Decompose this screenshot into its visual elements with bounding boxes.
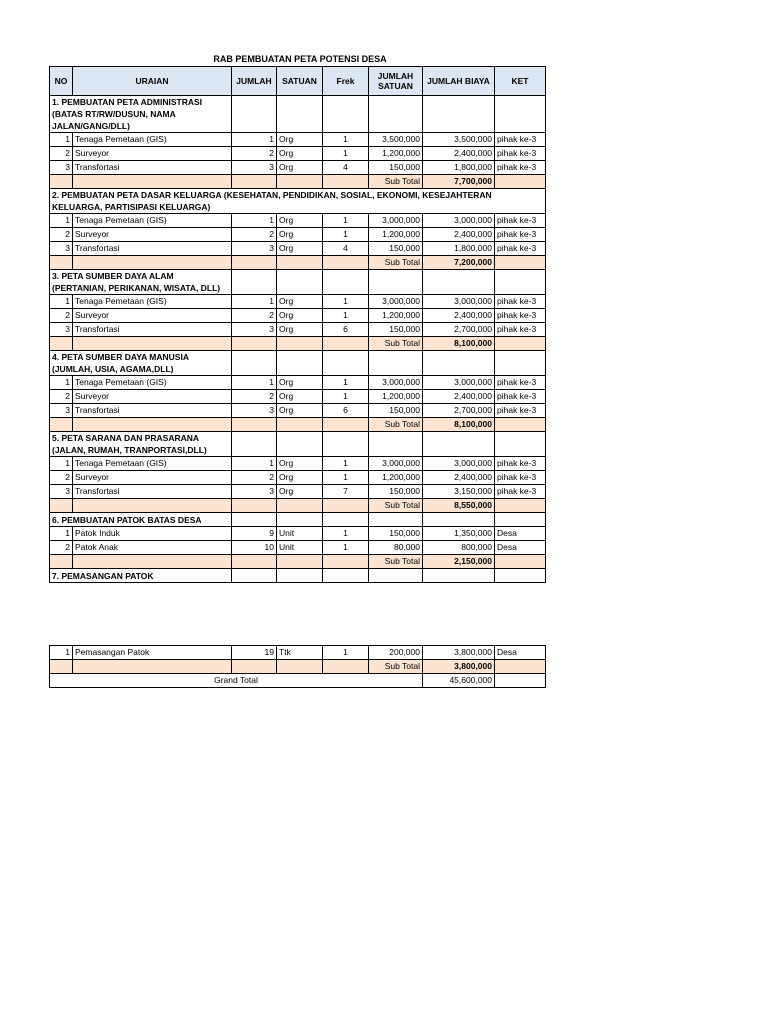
subtotal-empty-cell: [495, 555, 546, 569]
section-empty-cell: [423, 351, 495, 376]
cell-jumlah-biaya: 3,800,000: [423, 646, 495, 660]
cell-ket: pihak ke-3: [495, 485, 546, 499]
subtotal-empty-cell: [323, 660, 369, 674]
section-title-row: [50, 432, 546, 457]
subtotal-row: [50, 499, 546, 513]
cell-satuan: Org: [277, 471, 323, 485]
cell-jumlah: 3: [232, 242, 277, 256]
subtotal-row: [50, 175, 546, 189]
cell-no: 2: [50, 309, 73, 323]
section-empty-cell: [323, 513, 369, 527]
cell-jumlah-biaya: 3,500,000: [423, 133, 495, 147]
cell-no: 1: [50, 133, 73, 147]
cell-ket: pihak ke-3: [495, 376, 546, 390]
cell-no: 3: [50, 485, 73, 499]
cell-satuan: Org: [277, 457, 323, 471]
subtotal-row: [50, 660, 546, 674]
subtotal-empty-cell: [232, 418, 277, 432]
cell-jumlah-satuan: 1,200,000: [369, 390, 423, 404]
cell-frek: 1: [323, 295, 369, 309]
cell-no: 3: [50, 323, 73, 337]
subtotal-empty-cell: [495, 337, 546, 351]
subtotal-value: 8,100,000: [423, 418, 495, 432]
cell-satuan: Org: [277, 309, 323, 323]
grand-total-value: 45,600,000: [423, 674, 495, 688]
section-empty-cell: [232, 96, 277, 133]
cell-satuan: Unit: [277, 541, 323, 555]
section-empty-cell: [277, 513, 323, 527]
section-title-row: [50, 189, 546, 214]
grand-total-row: [50, 674, 546, 688]
header-frek: Frek: [323, 67, 369, 96]
cell-uraian: Patok Induk: [73, 527, 232, 541]
subtotal-label: Sub Total: [369, 555, 423, 569]
cell-uraian: Tenaga Pemetaan (GIS): [73, 457, 232, 471]
section-empty-cell: [232, 513, 277, 527]
cell-frek: 1: [323, 133, 369, 147]
section-empty-cell: [495, 513, 546, 527]
subtotal-row: [50, 418, 546, 432]
cell-jumlah-satuan: 80,000: [369, 541, 423, 555]
table-row: [50, 214, 546, 228]
cell-satuan: Org: [277, 404, 323, 418]
cell-jumlah: 3: [232, 323, 277, 337]
cell-jumlah-satuan: 3,000,000: [369, 457, 423, 471]
cell-uraian: Surveyor: [73, 228, 232, 242]
section-title: 2. PEMBUATAN PETA DASAR KELUARGA (KESEHATAN, PENDIDIKAN, SOSIAL, EKONOMI, KESEJAHTERAN KELUARGA, PARTISIPASI KELUARGA): [50, 189, 546, 214]
subtotal-empty-cell: [50, 337, 73, 351]
section-title-row: [50, 96, 546, 133]
subtotal-empty-cell: [277, 418, 323, 432]
subtotal-empty-cell: [232, 337, 277, 351]
subtotal-label: Sub Total: [369, 499, 423, 513]
cell-jumlah-satuan: 150,000: [369, 404, 423, 418]
cell-jumlah-biaya: 2,400,000: [423, 309, 495, 323]
cell-ket: pihak ke-3: [495, 295, 546, 309]
section-empty-cell: [323, 96, 369, 133]
subtotal-empty-cell: [323, 555, 369, 569]
subtotal-empty-cell: [277, 337, 323, 351]
table-row: [50, 133, 546, 147]
section-empty-cell: [277, 96, 323, 133]
cell-jumlah: 1: [232, 295, 277, 309]
cell-jumlah: 3: [232, 404, 277, 418]
cell-ket: Desa: [495, 527, 546, 541]
cell-jumlah: 2: [232, 390, 277, 404]
cell-ket: pihak ke-3: [495, 133, 546, 147]
table-row: [50, 457, 546, 471]
cell-no: 1: [50, 457, 73, 471]
cell-jumlah-biaya: 1,350,000: [423, 527, 495, 541]
subtotal-value: 7,200,000: [423, 256, 495, 270]
table-row: [50, 390, 546, 404]
document-title: RAB PEMBUATAN PETA POTENSI DESA: [213, 54, 387, 64]
cell-jumlah-biaya: 1,800,000: [423, 161, 495, 175]
cell-no: 1: [50, 527, 73, 541]
cell-uraian: Transfortasi: [73, 161, 232, 175]
section-empty-cell: [369, 96, 423, 133]
subtotal-empty-cell: [73, 337, 232, 351]
cell-satuan: Org: [277, 147, 323, 161]
cell-jumlah: 1: [232, 376, 277, 390]
table-row: [50, 646, 546, 660]
cell-satuan: Org: [277, 133, 323, 147]
cell-no: 3: [50, 161, 73, 175]
cell-uraian: Transfortasi: [73, 323, 232, 337]
section-empty-cell: [277, 432, 323, 457]
cell-frek: 1: [323, 527, 369, 541]
subtotal-label: Sub Total: [369, 418, 423, 432]
cell-satuan: Org: [277, 242, 323, 256]
subtotal-empty-cell: [495, 660, 546, 674]
cell-no: 1: [50, 295, 73, 309]
subtotal-empty-cell: [277, 256, 323, 270]
cell-jumlah: 2: [232, 309, 277, 323]
section-title-row: [50, 513, 546, 527]
section-empty-cell: [277, 270, 323, 295]
cell-ket: pihak ke-3: [495, 471, 546, 485]
cell-uraian: Transfortasi: [73, 404, 232, 418]
cell-jumlah: 10: [232, 541, 277, 555]
cell-no: 1: [50, 214, 73, 228]
table-row: [50, 323, 546, 337]
cell-ket: pihak ke-3: [495, 404, 546, 418]
section-empty-cell: [232, 270, 277, 295]
cell-jumlah-biaya: 3,150,000: [423, 485, 495, 499]
section-empty-cell: [423, 270, 495, 295]
cell-jumlah-biaya: 2,700,000: [423, 404, 495, 418]
cell-uraian: Surveyor: [73, 309, 232, 323]
subtotal-value: 8,550,000: [423, 499, 495, 513]
header-jumlah-satuan: JUMLAH SATUAN: [369, 67, 423, 96]
cell-jumlah-satuan: 1,200,000: [369, 309, 423, 323]
subtotal-empty-cell: [73, 660, 232, 674]
header-jumlah-biaya: JUMLAH BIAYA: [423, 67, 495, 96]
subtotal-empty-cell: [277, 555, 323, 569]
cell-no: 2: [50, 147, 73, 161]
header-ket: KET: [495, 67, 546, 96]
cell-satuan: Org: [277, 214, 323, 228]
cell-ket: pihak ke-3: [495, 323, 546, 337]
cell-satuan: Org: [277, 295, 323, 309]
cell-jumlah-satuan: 3,000,000: [369, 376, 423, 390]
cell-uraian: Tenaga Pemetaan (GIS): [73, 376, 232, 390]
section-empty-cell: [495, 270, 546, 295]
section-title: 4. PETA SUMBER DAYA MANUSIA (JUMLAH, USIA, AGAMA,DLL): [50, 351, 232, 376]
table-body: [50, 96, 546, 583]
subtotal-value: 2,150,000: [423, 555, 495, 569]
cell-satuan: Org: [277, 390, 323, 404]
cell-jumlah-satuan: 3,000,000: [369, 295, 423, 309]
subtotal-empty-cell: [323, 256, 369, 270]
subtotal-empty-cell: [232, 256, 277, 270]
cell-ket: Desa: [495, 646, 546, 660]
rab-table: [49, 66, 546, 583]
cell-ket: pihak ke-3: [495, 242, 546, 256]
cell-uraian: Tenaga Pemetaan (GIS): [73, 214, 232, 228]
cell-frek: 1: [323, 390, 369, 404]
table-row: [50, 485, 546, 499]
cell-frek: 1: [323, 646, 369, 660]
table-row: [50, 161, 546, 175]
cell-jumlah-biaya: 3,000,000: [423, 295, 495, 309]
cell-jumlah-satuan: 1,200,000: [369, 471, 423, 485]
section-empty-cell: [423, 513, 495, 527]
cell-satuan: Ttk: [277, 646, 323, 660]
cell-frek: 1: [323, 471, 369, 485]
section-title: 1. PEMBUATAN PETA ADMINISTRASI (BATAS RT/RW/DUSUN, NAMA JALAN/GANG/DLL): [50, 96, 232, 133]
subtotal-empty-cell: [73, 499, 232, 513]
cell-uraian: Surveyor: [73, 471, 232, 485]
cell-uraian: Transfortasi: [73, 242, 232, 256]
subtotal-label: Sub Total: [369, 175, 423, 189]
table-row: [50, 242, 546, 256]
cell-jumlah: 1: [232, 214, 277, 228]
cell-ket: Desa: [495, 541, 546, 555]
cell-jumlah-biaya: 3,000,000: [423, 457, 495, 471]
cell-no: 2: [50, 390, 73, 404]
subtotal-label: Sub Total: [369, 256, 423, 270]
cell-satuan: Org: [277, 485, 323, 499]
cell-jumlah-biaya: 2,400,000: [423, 147, 495, 161]
section-empty-cell: [495, 96, 546, 133]
cell-frek: 1: [323, 309, 369, 323]
subtotal-label: Sub Total: [369, 660, 423, 674]
subtotal-empty-cell: [277, 499, 323, 513]
cell-jumlah-biaya: 800,000: [423, 541, 495, 555]
table-row: [50, 147, 546, 161]
cell-no: 3: [50, 404, 73, 418]
grand-total-label: Grand Total: [50, 674, 423, 688]
cell-jumlah-biaya: 2,400,000: [423, 390, 495, 404]
subtotal-empty-cell: [73, 256, 232, 270]
section-empty-cell: [369, 270, 423, 295]
section-title-row: [50, 270, 546, 295]
subtotal-empty-cell: [495, 499, 546, 513]
subtotal-empty-cell: [232, 555, 277, 569]
subtotal-empty-cell: [323, 418, 369, 432]
cell-frek: 4: [323, 242, 369, 256]
cell-jumlah: 9: [232, 527, 277, 541]
subtotal-empty-cell: [50, 256, 73, 270]
section-title: 7. PEMASANGAN PATOK: [50, 569, 232, 583]
cell-frek: 1: [323, 214, 369, 228]
section-empty-cell: [232, 432, 277, 457]
cell-jumlah: 2: [232, 228, 277, 242]
cell-jumlah-satuan: 150,000: [369, 161, 423, 175]
cell-jumlah-satuan: 200,000: [369, 646, 423, 660]
subtotal-row: [50, 555, 546, 569]
subtotal-empty-cell: [50, 499, 73, 513]
cell-uraian: Transfortasi: [73, 485, 232, 499]
header-no: NO: [50, 67, 73, 96]
cell-uraian: Patok Anak: [73, 541, 232, 555]
section-empty-cell: [495, 432, 546, 457]
cell-no: 2: [50, 541, 73, 555]
cell-jumlah-satuan: 150,000: [369, 527, 423, 541]
subtotal-empty-cell: [50, 418, 73, 432]
cell-jumlah: 19: [232, 646, 277, 660]
table-row: [50, 471, 546, 485]
subtotal-value: 7,700,000: [423, 175, 495, 189]
cell-jumlah-biaya: 2,700,000: [423, 323, 495, 337]
cell-satuan: Unit: [277, 527, 323, 541]
subtotal-empty-cell: [73, 418, 232, 432]
section-empty-cell: [232, 351, 277, 376]
section-empty-cell: [323, 351, 369, 376]
cell-no: 3: [50, 242, 73, 256]
table-row: [50, 527, 546, 541]
header-satuan: SATUAN: [277, 67, 323, 96]
cell-jumlah: 3: [232, 485, 277, 499]
section-empty-cell: [369, 351, 423, 376]
cell-ket: pihak ke-3: [495, 457, 546, 471]
cell-ket: pihak ke-3: [495, 390, 546, 404]
section-empty-cell: [423, 432, 495, 457]
header-uraian: URAIAN: [73, 67, 232, 96]
cell-no: 1: [50, 646, 73, 660]
subtotal-empty-cell: [50, 555, 73, 569]
cell-uraian: Surveyor: [73, 390, 232, 404]
cell-uraian: Surveyor: [73, 147, 232, 161]
table-row: [50, 228, 546, 242]
cell-frek: 1: [323, 147, 369, 161]
cell-jumlah-biaya: 3,000,000: [423, 214, 495, 228]
cell-jumlah-satuan: 150,000: [369, 242, 423, 256]
table-header-row: [50, 67, 546, 96]
section-empty-cell: [323, 270, 369, 295]
header-jumlah: JUMLAH: [232, 67, 277, 96]
section-title: 6. PEMBUATAN PATOK BATAS DESA: [50, 513, 232, 527]
cell-satuan: Org: [277, 323, 323, 337]
subtotal-empty-cell: [323, 337, 369, 351]
section-empty-cell: [323, 569, 369, 583]
cell-satuan: Org: [277, 376, 323, 390]
subtotal-empty-cell: [495, 256, 546, 270]
cell-jumlah-biaya: 3,000,000: [423, 376, 495, 390]
subtotal-empty-cell: [50, 175, 73, 189]
cell-ket: pihak ke-3: [495, 228, 546, 242]
cell-uraian: Tenaga Pemetaan (GIS): [73, 133, 232, 147]
rab-table-continued: [49, 645, 546, 688]
cell-jumlah-satuan: 3,000,000: [369, 214, 423, 228]
cell-satuan: Org: [277, 161, 323, 175]
cell-jumlah-satuan: 3,500,000: [369, 133, 423, 147]
table-row: [50, 376, 546, 390]
cell-uraian: Pemasangan Patok: [73, 646, 232, 660]
subtotal-empty-cell: [277, 175, 323, 189]
section-title-row: [50, 351, 546, 376]
subtotal-empty-cell: [232, 175, 277, 189]
cell-ket: pihak ke-3: [495, 147, 546, 161]
table-row: [50, 295, 546, 309]
cell-frek: 7: [323, 485, 369, 499]
cell-jumlah-satuan: 1,200,000: [369, 147, 423, 161]
section-empty-cell: [369, 432, 423, 457]
cell-jumlah: 3: [232, 161, 277, 175]
cell-frek: 1: [323, 541, 369, 555]
cell-frek: 6: [323, 404, 369, 418]
subtotal-empty-cell: [73, 175, 232, 189]
cell-no: 2: [50, 228, 73, 242]
subtotal-empty-cell: [495, 418, 546, 432]
section-title: 5. PETA SARANA DAN PRASARANA (JALAN, RUMAH, TRANPORTASI,DLL): [50, 432, 232, 457]
cell-ket: pihak ke-3: [495, 309, 546, 323]
table-body-continued: [50, 646, 546, 688]
cell-jumlah-biaya: 2,400,000: [423, 471, 495, 485]
table-row: [50, 404, 546, 418]
cell-frek: 4: [323, 161, 369, 175]
cell-frek: 1: [323, 376, 369, 390]
subtotal-empty-cell: [232, 499, 277, 513]
subtotal-label: Sub Total: [369, 337, 423, 351]
cell-jumlah: 1: [232, 133, 277, 147]
cell-jumlah: 2: [232, 147, 277, 161]
cell-jumlah: 2: [232, 471, 277, 485]
grand-total-empty-cell: [495, 674, 546, 688]
cell-ket: pihak ke-3: [495, 161, 546, 175]
cell-jumlah-biaya: 1,800,000: [423, 242, 495, 256]
section-title-row: [50, 569, 546, 583]
section-empty-cell: [232, 569, 277, 583]
table-row: [50, 309, 546, 323]
subtotal-value: 3,800,000: [423, 660, 495, 674]
cell-jumlah: 1: [232, 457, 277, 471]
subtotal-row: [50, 337, 546, 351]
section-empty-cell: [323, 432, 369, 457]
subtotal-empty-cell: [277, 660, 323, 674]
cell-satuan: Org: [277, 228, 323, 242]
cell-frek: 1: [323, 228, 369, 242]
section-empty-cell: [423, 569, 495, 583]
section-empty-cell: [277, 351, 323, 376]
table-row: [50, 541, 546, 555]
cell-no: 1: [50, 376, 73, 390]
cell-jumlah-biaya: 2,400,000: [423, 228, 495, 242]
subtotal-empty-cell: [495, 175, 546, 189]
subtotal-row: [50, 256, 546, 270]
section-title: 3. PETA SUMBER DAYA ALAM (PERTANIAN, PERIKANAN, WISATA, DLL): [50, 270, 232, 295]
section-empty-cell: [277, 569, 323, 583]
cell-frek: 6: [323, 323, 369, 337]
subtotal-empty-cell: [73, 555, 232, 569]
subtotal-value: 8,100,000: [423, 337, 495, 351]
section-empty-cell: [369, 513, 423, 527]
subtotal-empty-cell: [323, 175, 369, 189]
section-empty-cell: [495, 351, 546, 376]
section-empty-cell: [369, 569, 423, 583]
section-empty-cell: [495, 569, 546, 583]
subtotal-empty-cell: [323, 499, 369, 513]
cell-frek: 1: [323, 457, 369, 471]
cell-uraian: Tenaga Pemetaan (GIS): [73, 295, 232, 309]
cell-jumlah-satuan: 150,000: [369, 485, 423, 499]
cell-jumlah-satuan: 1,200,000: [369, 228, 423, 242]
subtotal-empty-cell: [50, 660, 73, 674]
subtotal-empty-cell: [232, 660, 277, 674]
cell-jumlah-satuan: 150,000: [369, 323, 423, 337]
cell-ket: pihak ke-3: [495, 214, 546, 228]
cell-no: 2: [50, 471, 73, 485]
section-empty-cell: [423, 96, 495, 133]
